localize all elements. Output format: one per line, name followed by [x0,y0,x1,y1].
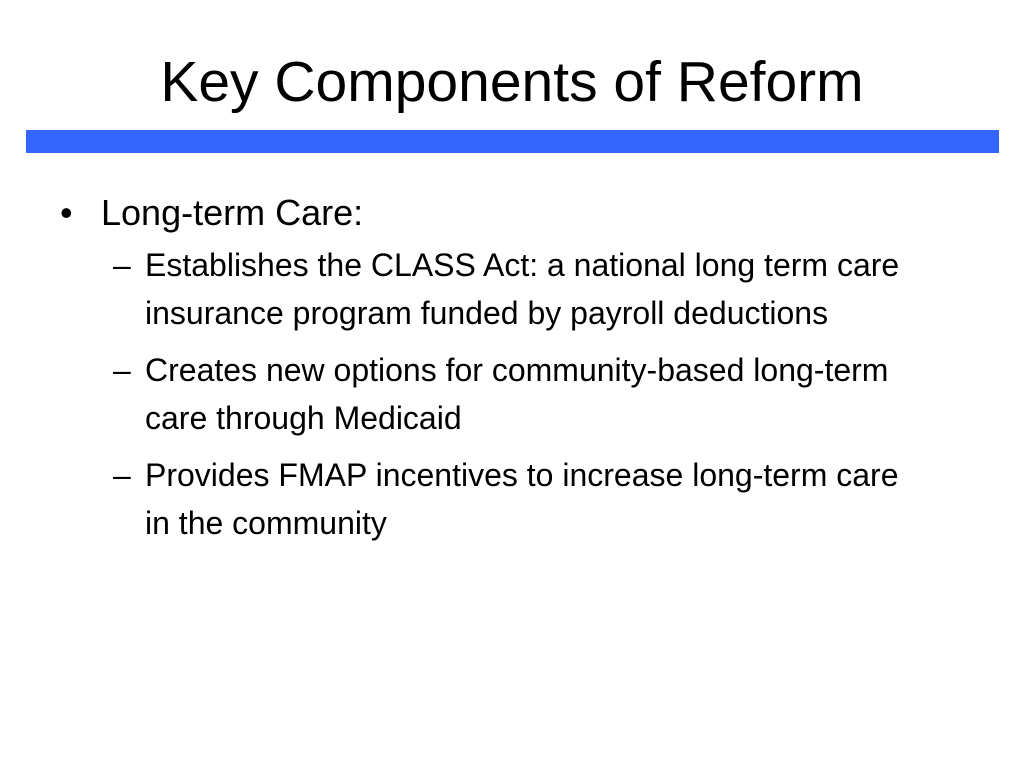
dash-marker: – [113,352,131,388]
slide-content [0,187,1024,556]
sub-bullet-text: Provides FMAP incentives to increase long-term care in the community [145,457,899,541]
sub-bullet-community-options [0,346,1024,442]
sub-bullet-text: Creates new options for community-based long-term care through Medicaid [145,352,889,436]
bullet-marker: • [60,192,73,233]
sub-bullet-class-act [0,241,1024,337]
sub-bullet-fmap-incentives [0,451,1024,547]
title-divider-bar [26,130,999,153]
dash-marker: – [113,457,131,493]
bullet-heading: Long-term Care: [101,192,364,233]
sub-bullet-text: Establishes the CLASS Act: a national long term care insurance program funded by payroll deductions [145,247,900,331]
bullet-long-term-care [0,187,1024,239]
sub-bullet-list [0,241,1024,547]
slide-title: Key Components of Reform [160,50,864,114]
dash-marker: – [113,247,131,283]
